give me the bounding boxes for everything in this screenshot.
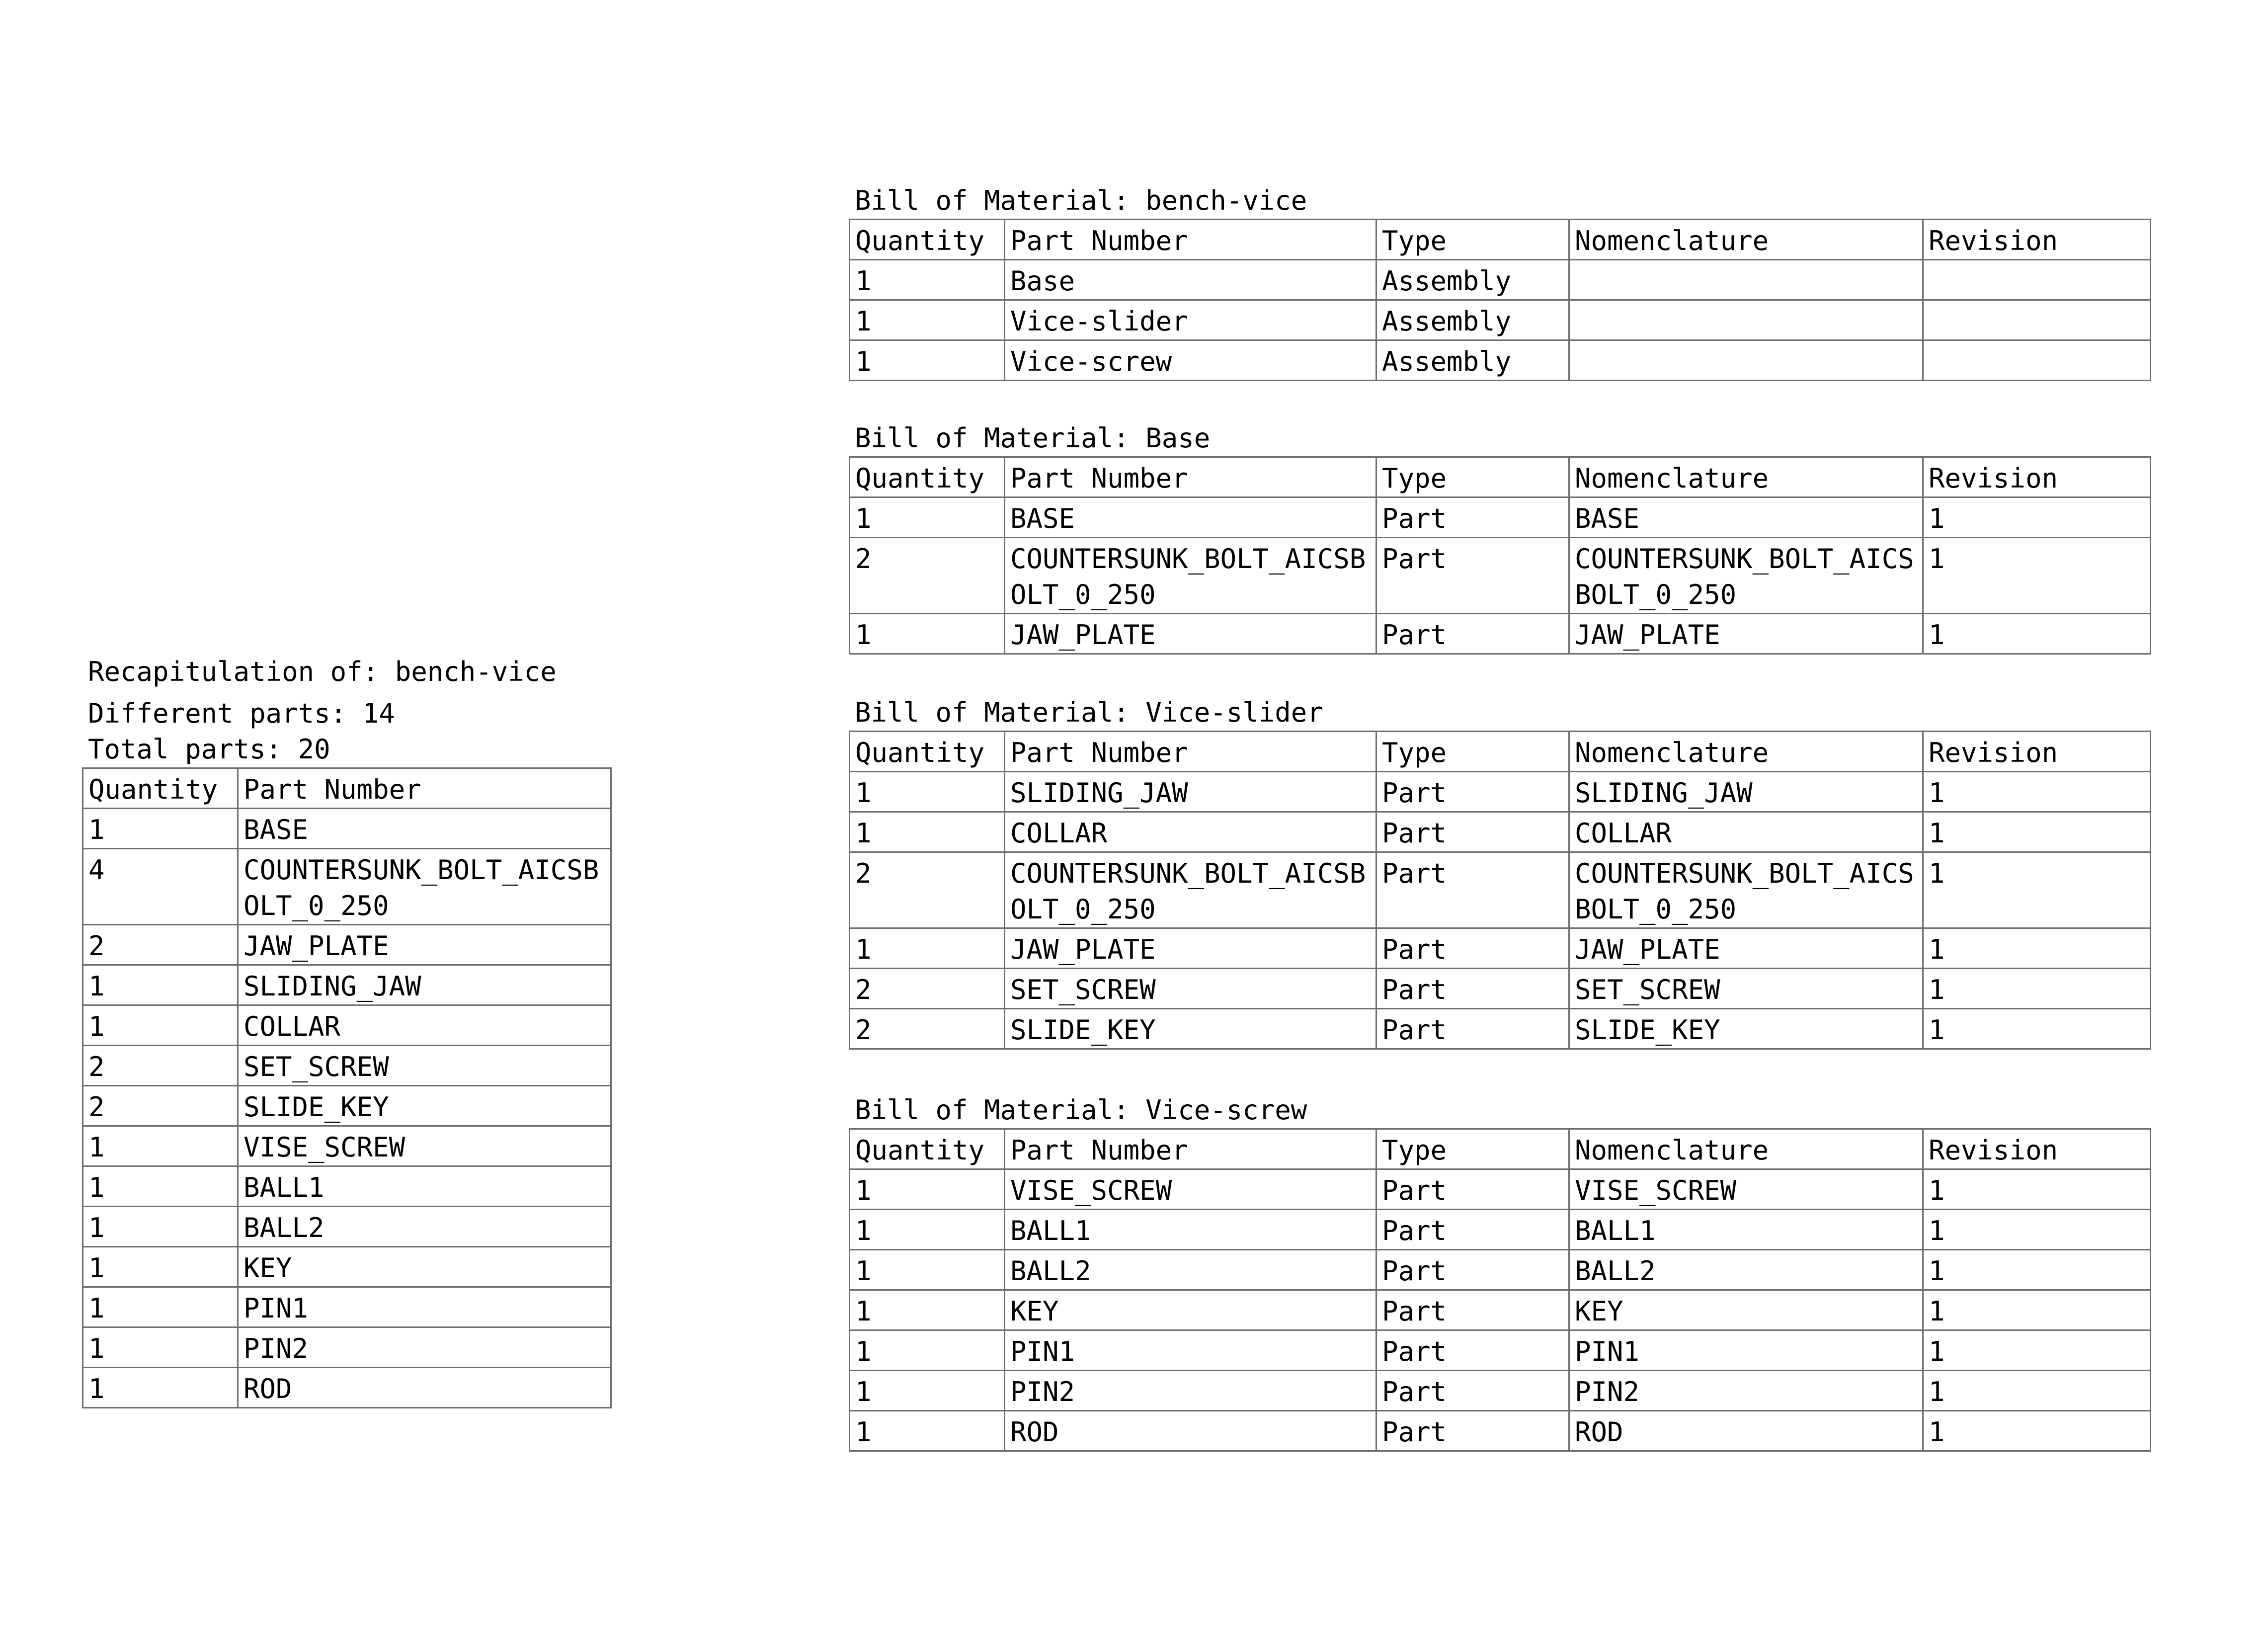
revision-cell: 1 bbox=[1923, 1210, 2151, 1250]
column-header-quantity: Quantity bbox=[850, 1129, 1005, 1169]
nomenclature-cell: SLIDING_JAW bbox=[1569, 772, 1923, 812]
column-header-type: Type bbox=[1376, 1129, 1569, 1169]
type-cell: Part bbox=[1376, 852, 1569, 928]
quantity-cell: 1 bbox=[83, 1368, 238, 1408]
part-number-cell: COUNTERSUNK_BOLT_AICSBOLT_0_250 bbox=[1005, 852, 1376, 928]
table-row bbox=[850, 1009, 2151, 1049]
type-cell: Assembly bbox=[1376, 300, 1569, 340]
table-row bbox=[850, 497, 2151, 538]
revision-cell: 1 bbox=[1923, 1009, 2151, 1049]
quantity-cell: 1 bbox=[83, 1005, 238, 1046]
revision-cell: 1 bbox=[1923, 1411, 2151, 1451]
type-cell: Part bbox=[1376, 1009, 1569, 1049]
table-row bbox=[83, 1126, 611, 1166]
quantity-cell: 2 bbox=[850, 538, 1005, 614]
table-header-row bbox=[850, 1129, 2151, 1169]
quantity-cell: 2 bbox=[850, 1009, 1005, 1049]
bom-vice-screw-block bbox=[849, 1092, 2151, 1452]
part-number-cell: BALL1 bbox=[238, 1166, 611, 1207]
recapitulation-block bbox=[82, 654, 612, 1408]
part-number-cell: BALL2 bbox=[238, 1207, 611, 1247]
part-number-cell: COLLAR bbox=[238, 1005, 611, 1046]
table-row bbox=[83, 1247, 611, 1287]
column-header-nomenclature: Nomenclature bbox=[1569, 220, 1923, 260]
table-row bbox=[83, 1166, 611, 1207]
type-cell: Part bbox=[1376, 812, 1569, 852]
part-number-cell: SET_SCREW bbox=[1005, 969, 1376, 1009]
part-number-cell: KEY bbox=[238, 1247, 611, 1287]
type-cell: Part bbox=[1376, 772, 1569, 812]
part-number-cell: Vice-slider bbox=[1005, 300, 1376, 340]
nomenclature-cell: JAW_PLATE bbox=[1569, 928, 1923, 969]
nomenclature-cell: PIN1 bbox=[1569, 1330, 1923, 1371]
column-header-quantity: Quantity bbox=[83, 768, 238, 809]
part-number-cell: SLIDING_JAW bbox=[238, 965, 611, 1005]
revision-cell: 1 bbox=[1923, 1330, 2151, 1371]
nomenclature-cell: SET_SCREW bbox=[1569, 969, 1923, 1009]
column-header-part-number: Part Number bbox=[1005, 732, 1376, 772]
bom-title: Bill of Material: Vice-slider bbox=[855, 697, 1323, 728]
quantity-cell: 1 bbox=[850, 614, 1005, 654]
revision-cell bbox=[1923, 340, 2151, 381]
table-row bbox=[83, 1368, 611, 1408]
part-number-cell: BALL2 bbox=[1005, 1250, 1376, 1290]
part-number-cell: PIN1 bbox=[1005, 1330, 1376, 1371]
quantity-cell: 1 bbox=[850, 928, 1005, 969]
part-number-cell: SLIDE_KEY bbox=[1005, 1009, 1376, 1049]
table-row bbox=[850, 538, 2151, 614]
column-header-part-number: Part Number bbox=[238, 768, 611, 809]
bom-table bbox=[849, 456, 2151, 655]
quantity-cell: 1 bbox=[850, 260, 1005, 300]
column-header-nomenclature: Nomenclature bbox=[1569, 1129, 1923, 1169]
revision-cell: 1 bbox=[1923, 497, 2151, 538]
part-number-cell: SET_SCREW bbox=[238, 1046, 611, 1086]
table-row bbox=[83, 849, 611, 925]
table-row bbox=[83, 1327, 611, 1368]
column-header-revision: Revision bbox=[1923, 220, 2151, 260]
table-row bbox=[850, 812, 2151, 852]
bom-table bbox=[849, 1128, 2151, 1452]
type-cell: Part bbox=[1376, 1250, 1569, 1290]
table-row bbox=[850, 772, 2151, 812]
part-number-cell: JAW_PLATE bbox=[238, 925, 611, 965]
part-number-cell: COLLAR bbox=[1005, 812, 1376, 852]
nomenclature-cell: BALL1 bbox=[1569, 1210, 1923, 1250]
nomenclature-cell: JAW_PLATE bbox=[1569, 614, 1923, 654]
part-number-cell: PIN2 bbox=[238, 1327, 611, 1368]
revision-cell: 1 bbox=[1923, 812, 2151, 852]
table-header-row bbox=[850, 732, 2151, 772]
quantity-cell: 1 bbox=[83, 1166, 238, 1207]
column-header-quantity: Quantity bbox=[850, 220, 1005, 260]
different-parts-count: Different parts: 14 bbox=[88, 698, 395, 729]
type-cell: Part bbox=[1376, 538, 1569, 614]
part-number-cell: SLIDING_JAW bbox=[1005, 772, 1376, 812]
nomenclature-cell: COUNTERSUNK_BOLT_AICSBOLT_0_250 bbox=[1569, 852, 1923, 928]
part-number-cell: BASE bbox=[1005, 497, 1376, 538]
part-number-cell: BASE bbox=[238, 809, 611, 849]
quantity-cell: 1 bbox=[83, 809, 238, 849]
part-number-cell: COUNTERSUNK_BOLT_AICSBOLT_0_250 bbox=[238, 849, 611, 925]
nomenclature-cell: BALL2 bbox=[1569, 1250, 1923, 1290]
nomenclature-cell bbox=[1569, 300, 1923, 340]
table-row bbox=[850, 1250, 2151, 1290]
table-row bbox=[850, 1210, 2151, 1250]
revision-cell: 1 bbox=[1923, 1290, 2151, 1330]
column-header-part-number: Part Number bbox=[1005, 457, 1376, 497]
quantity-cell: 1 bbox=[83, 1247, 238, 1287]
bom-title: Bill of Material: Vice-screw bbox=[855, 1094, 1307, 1126]
table-row bbox=[83, 1005, 611, 1046]
quantity-cell: 1 bbox=[850, 812, 1005, 852]
nomenclature-cell: VISE_SCREW bbox=[1569, 1169, 1923, 1210]
table-row bbox=[850, 1371, 2151, 1411]
part-number-cell: VISE_SCREW bbox=[238, 1126, 611, 1166]
revision-cell: 1 bbox=[1923, 538, 2151, 614]
column-header-nomenclature: Nomenclature bbox=[1569, 457, 1923, 497]
nomenclature-cell bbox=[1569, 260, 1923, 300]
quantity-cell: 1 bbox=[850, 340, 1005, 381]
column-header-revision: Revision bbox=[1923, 457, 2151, 497]
bom-vice-slider-block bbox=[849, 695, 2151, 1050]
type-cell: Assembly bbox=[1376, 260, 1569, 300]
quantity-cell: 1 bbox=[83, 1126, 238, 1166]
quantity-cell: 1 bbox=[850, 1411, 1005, 1451]
table-row bbox=[83, 1287, 611, 1327]
nomenclature-cell: PIN2 bbox=[1569, 1371, 1923, 1411]
total-parts-count: Total parts: 20 bbox=[88, 734, 330, 765]
table-header-row bbox=[850, 220, 2151, 260]
part-number-cell: Base bbox=[1005, 260, 1376, 300]
type-cell: Part bbox=[1376, 1371, 1569, 1411]
revision-cell: 1 bbox=[1923, 1169, 2151, 1210]
part-number-cell: BALL1 bbox=[1005, 1210, 1376, 1250]
type-cell: Part bbox=[1376, 1210, 1569, 1250]
part-number-cell: COUNTERSUNK_BOLT_AICSBOLT_0_250 bbox=[1005, 538, 1376, 614]
quantity-cell: 1 bbox=[850, 1330, 1005, 1371]
bom-bench-vice-block bbox=[849, 183, 2151, 381]
table-row bbox=[850, 260, 2151, 300]
table-row bbox=[850, 1411, 2151, 1451]
quantity-cell: 1 bbox=[850, 1210, 1005, 1250]
quantity-cell: 1 bbox=[850, 1371, 1005, 1411]
column-header-quantity: Quantity bbox=[850, 457, 1005, 497]
type-cell: Part bbox=[1376, 1411, 1569, 1451]
table-row bbox=[850, 969, 2151, 1009]
bom-title: Bill of Material: bench-vice bbox=[855, 185, 1307, 216]
table-row bbox=[850, 928, 2151, 969]
part-number-cell: Vice-screw bbox=[1005, 340, 1376, 381]
table-header-row bbox=[850, 457, 2151, 497]
quantity-cell: 2 bbox=[83, 1086, 238, 1126]
type-cell: Part bbox=[1376, 1169, 1569, 1210]
table-row bbox=[83, 1086, 611, 1126]
column-header-revision: Revision bbox=[1923, 732, 2151, 772]
part-number-cell: ROD bbox=[238, 1368, 611, 1408]
nomenclature-cell: KEY bbox=[1569, 1290, 1923, 1330]
type-cell: Part bbox=[1376, 497, 1569, 538]
table-row bbox=[850, 300, 2151, 340]
revision-cell: 1 bbox=[1923, 1371, 2151, 1411]
quantity-cell: 1 bbox=[83, 1327, 238, 1368]
part-number-cell: KEY bbox=[1005, 1290, 1376, 1330]
part-number-cell: JAW_PLATE bbox=[1005, 928, 1376, 969]
quantity-cell: 1 bbox=[83, 1287, 238, 1327]
revision-cell: 1 bbox=[1923, 852, 2151, 928]
nomenclature-cell: COUNTERSUNK_BOLT_AICSBOLT_0_250 bbox=[1569, 538, 1923, 614]
column-header-type: Type bbox=[1376, 220, 1569, 260]
type-cell: Part bbox=[1376, 614, 1569, 654]
table-row bbox=[850, 340, 2151, 381]
quantity-cell: 1 bbox=[850, 497, 1005, 538]
bom-base-block bbox=[849, 420, 2151, 655]
nomenclature-cell: SLIDE_KEY bbox=[1569, 1009, 1923, 1049]
nomenclature-cell: COLLAR bbox=[1569, 812, 1923, 852]
part-number-cell: VISE_SCREW bbox=[1005, 1169, 1376, 1210]
column-header-type: Type bbox=[1376, 457, 1569, 497]
type-cell: Part bbox=[1376, 969, 1569, 1009]
table-row bbox=[83, 925, 611, 965]
table-row bbox=[850, 1330, 2151, 1371]
type-cell: Part bbox=[1376, 1290, 1569, 1330]
column-header-quantity: Quantity bbox=[850, 732, 1005, 772]
quantity-cell: 1 bbox=[850, 1290, 1005, 1330]
quantity-cell: 2 bbox=[83, 1046, 238, 1086]
quantity-cell: 2 bbox=[83, 925, 238, 965]
revision-cell bbox=[1923, 300, 2151, 340]
part-number-cell: SLIDE_KEY bbox=[238, 1086, 611, 1126]
revision-cell: 1 bbox=[1923, 1250, 2151, 1290]
table-row bbox=[83, 809, 611, 849]
bom-table bbox=[849, 219, 2151, 381]
type-cell: Assembly bbox=[1376, 340, 1569, 381]
revision-cell: 1 bbox=[1923, 772, 2151, 812]
table-row bbox=[850, 1169, 2151, 1210]
nomenclature-cell: BASE bbox=[1569, 497, 1923, 538]
revision-cell: 1 bbox=[1923, 614, 2151, 654]
nomenclature-cell bbox=[1569, 340, 1923, 381]
column-header-part-number: Part Number bbox=[1005, 220, 1376, 260]
type-cell: Part bbox=[1376, 1330, 1569, 1371]
part-number-cell: ROD bbox=[1005, 1411, 1376, 1451]
quantity-cell: 1 bbox=[83, 1207, 238, 1247]
quantity-cell: 1 bbox=[850, 1169, 1005, 1210]
column-header-revision: Revision bbox=[1923, 1129, 2151, 1169]
quantity-cell: 1 bbox=[83, 965, 238, 1005]
part-number-cell: PIN1 bbox=[238, 1287, 611, 1327]
table-row bbox=[850, 1290, 2151, 1330]
revision-cell bbox=[1923, 260, 2151, 300]
table-header-row bbox=[83, 768, 611, 809]
recapitulation-title: Recapitulation of: bench-vice bbox=[88, 656, 557, 687]
column-header-type: Type bbox=[1376, 732, 1569, 772]
quantity-cell: 1 bbox=[850, 772, 1005, 812]
part-number-cell: PIN2 bbox=[1005, 1371, 1376, 1411]
table-row bbox=[850, 852, 2151, 928]
nomenclature-cell: ROD bbox=[1569, 1411, 1923, 1451]
table-row bbox=[83, 1207, 611, 1247]
quantity-cell: 2 bbox=[850, 852, 1005, 928]
quantity-cell: 1 bbox=[850, 300, 1005, 340]
column-header-nomenclature: Nomenclature bbox=[1569, 732, 1923, 772]
quantity-cell: 4 bbox=[83, 849, 238, 925]
bom-title: Bill of Material: Base bbox=[855, 422, 1211, 454]
revision-cell: 1 bbox=[1923, 969, 2151, 1009]
type-cell: Part bbox=[1376, 928, 1569, 969]
quantity-cell: 2 bbox=[850, 969, 1005, 1009]
recapitulation-table bbox=[82, 767, 612, 1408]
table-row bbox=[850, 614, 2151, 654]
table-row bbox=[83, 1046, 611, 1086]
column-header-part-number: Part Number bbox=[1005, 1129, 1376, 1169]
quantity-cell: 1 bbox=[850, 1250, 1005, 1290]
table-row bbox=[83, 965, 611, 1005]
bom-table bbox=[849, 731, 2151, 1050]
revision-cell: 1 bbox=[1923, 928, 2151, 969]
part-number-cell: JAW_PLATE bbox=[1005, 614, 1376, 654]
